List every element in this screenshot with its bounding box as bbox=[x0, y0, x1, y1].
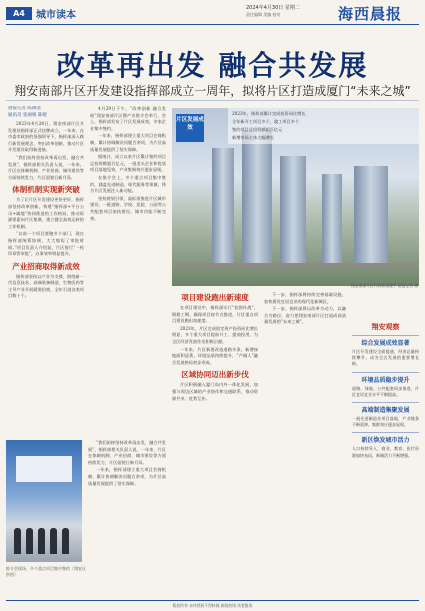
section-title: 项目建设跑出新速度 bbox=[181, 293, 249, 302]
body-paragraph: 据统计，成立以来片区累计签约项目总投资额超百亿元，一批龙头企业和优质项目落地见效，产业集聚效应逐步显现。 bbox=[90, 154, 166, 173]
section-title: 体制机制实现新突破 bbox=[12, 185, 80, 195]
article-column-1 bbox=[8, 106, 84, 436]
sidebar-block-heading: 环境品质稳步提升 bbox=[361, 376, 410, 384]
stat-line: 新增市场主体大幅增长 bbox=[232, 135, 274, 140]
photo-caption: 翔安南部片区内的新建楼宇 晨报记者 摄 bbox=[351, 283, 418, 288]
section-name: 城市读本 bbox=[36, 10, 76, 21]
issue-date: 2024年4月30日 星期二 bbox=[246, 5, 300, 11]
body-paragraph: 指挥部坚持以产业为支撑，围绕新一代信息技术、高端装备制造、生物医药等主导产业开展精准招商，全年引进各类项目数十个。 bbox=[8, 273, 84, 299]
lead-paragraph: 2023年4月28日，翔安南部片区开发建设指挥部正式挂牌成立，一年来，在市委市政府的坚强领导下，指挥部深入践行新发展理念，突出改革创新，推动片区开发建设取得新进展。 bbox=[8, 121, 84, 153]
header-rule bbox=[6, 24, 419, 25]
newspaper-masthead: 海西晨报 bbox=[338, 5, 403, 23]
stat-line: 全年新开工项目多个，竣工项目多个 bbox=[232, 119, 300, 124]
lead-paragraph: “我们始终坚持改革再出发、融合共发展”，指挥部相关负责人说，一年来，片区在体制机制、产业招商、城市建设等方面持续发力，片区面貌日新月异。 bbox=[8, 154, 84, 180]
stat-line: 2023年，指挥部累计完成投资同比增长 bbox=[232, 111, 306, 116]
sidebar-block-text: 人口持续导入，商业、教育、医疗资源加快布局，新城活力不断增强。 bbox=[352, 446, 419, 458]
stat-line: 签约项目总投资额超百亿元 bbox=[232, 127, 283, 132]
body-paragraph: 坚持规划引领，高标准推进片区城市建设，一批道路、学校、医院、公园等公共配套项目加快建设，城市功能不断完善。 bbox=[90, 195, 166, 221]
sidebar-block-heading: 综合发展成效显著 bbox=[361, 340, 410, 347]
body-paragraph: 一年来，片区新建改造道路多条，新增绿地面积显著，环境品质持续提升，“产城人”融合发展格局初步形成。 bbox=[172, 346, 258, 365]
sidebar-block-heading: 新区焕发城市活力 bbox=[361, 437, 410, 445]
reporter-byline: 晨报记者 陈锦清 bbox=[8, 106, 41, 111]
body-paragraph: 下一步，指挥部将持续完善基础设施，加快建设宜居宜业的现代化新城区。 bbox=[264, 292, 346, 304]
body-paragraph: 为了让片区开发建设更快更好，指挥部坚持改革创新，构建“指挥部+平台公司+属地”协同推进的工作格局，推动资源要素向片区集聚，建立健全高效运转的工作机制。 bbox=[8, 197, 84, 229]
page-number-tag: A4 bbox=[6, 7, 32, 20]
signing-ceremony-photo bbox=[6, 440, 82, 562]
stats-box bbox=[228, 108, 419, 144]
body-paragraph: “我们始终坚持改革再出发、融合共发展”，指挥部相关负责人说，一年来，片区在体制机制、产业招商、城市建设等方面持续发力，片区面貌日新月异。 bbox=[88, 440, 166, 465]
sidebar-block-text: 一批先进制造业项目落地，产业链条不断延伸，集群效应逐步显现。 bbox=[352, 416, 419, 428]
correspondent-byline: 通讯员 张丽娟 陈媛 bbox=[8, 112, 47, 118]
body-paragraph: 2023年，片区完成固定资产投资同比增长明显，多个重大项目提前开工、提前投用，为全区经济发展作出积极贡献。 bbox=[172, 325, 258, 344]
page-header bbox=[0, 0, 425, 26]
body-paragraph: 一年来，指挥部建立重大项目会商机制，累计协调解决问题百余项，为片区高质量发展提供了坚实保障。 bbox=[88, 467, 166, 486]
body-paragraph: 在推介会上，多个重点项目集中签约，涵盖先进制造、现代服务等领域，将为片区发展注入新动能。 bbox=[90, 174, 166, 194]
article-column-4 bbox=[264, 292, 346, 597]
page-footer: 版权所有 未经授权不得转载 新闻热线 读者服务 bbox=[6, 600, 419, 610]
sidebar-block-text: 片区开发建设全面提速，经济总量持续攀升，成为全区发展的重要增长极。 bbox=[352, 349, 419, 367]
body-paragraph: 片区积极融入厦门岛内外一体化发展，加强与周边区域的产业协作和交通联系，推动资源共享、优势互补。 bbox=[172, 382, 258, 401]
sidebar-block-text: 道路、绿地、公共配套同步推进，片区宜居宜业水平不断提高。 bbox=[352, 385, 419, 397]
section-title: 产业招商取得新成效 bbox=[12, 261, 80, 271]
ceremony-caption: 推介会现场，多个重点项目集中签约（翔安区供图） bbox=[6, 566, 86, 577]
sidebar-block-heading: 高端制造集聚发展 bbox=[361, 407, 410, 415]
achievement-stamp: 片区发展成效 bbox=[176, 114, 204, 142]
editor-credits: 责任编辑 美编 校对 bbox=[246, 12, 281, 17]
article-column-5 bbox=[88, 440, 166, 595]
section-title: 区域协同迈出新步伐 bbox=[181, 370, 249, 380]
main-headline: 改革再出发 融合共发展 bbox=[56, 49, 369, 82]
article-column-3 bbox=[172, 292, 258, 597]
subheadline: 翔安南部片区开发建设指挥部成立一周年，拟将片区打造成厦门“未来之城” bbox=[14, 84, 411, 98]
sidebar-title: 翔安观察 bbox=[371, 323, 400, 331]
sidebar bbox=[352, 322, 419, 602]
body-paragraph: “以前一个项目要跑多个部门，现在指挥部统筹协调，大大缩短了审批时间。”项目负责人介绍说，片区推行“一枚印章管审批”，办事效率明显提升。 bbox=[8, 231, 84, 257]
headline-rule bbox=[6, 100, 419, 101]
body-paragraph: 在项目建设中，指挥部实行“挂图作战”，倒排工期，确保项目按节点推进，片区重点项目建设跑出加速度。 bbox=[172, 305, 258, 324]
article-column-2 bbox=[90, 106, 166, 436]
body-paragraph: 一年来，指挥部建立重大项目会商机制，累计协调解决问题百余项，为片区高质量发展提供了坚实保障。 bbox=[90, 133, 166, 152]
lead-paragraph: 4月29日下午，“改革创新 融合发展”翔安南部片区暨产业推介会举行，会上，指挥部发布了片区发展成效，多家企业集中签约。 bbox=[90, 106, 166, 131]
body-paragraph: 下一步，指挥部将以改革为动力，以融合为路径，奋力把翔安南部片区打造成高质量发展的“未来之城”。 bbox=[264, 306, 346, 325]
